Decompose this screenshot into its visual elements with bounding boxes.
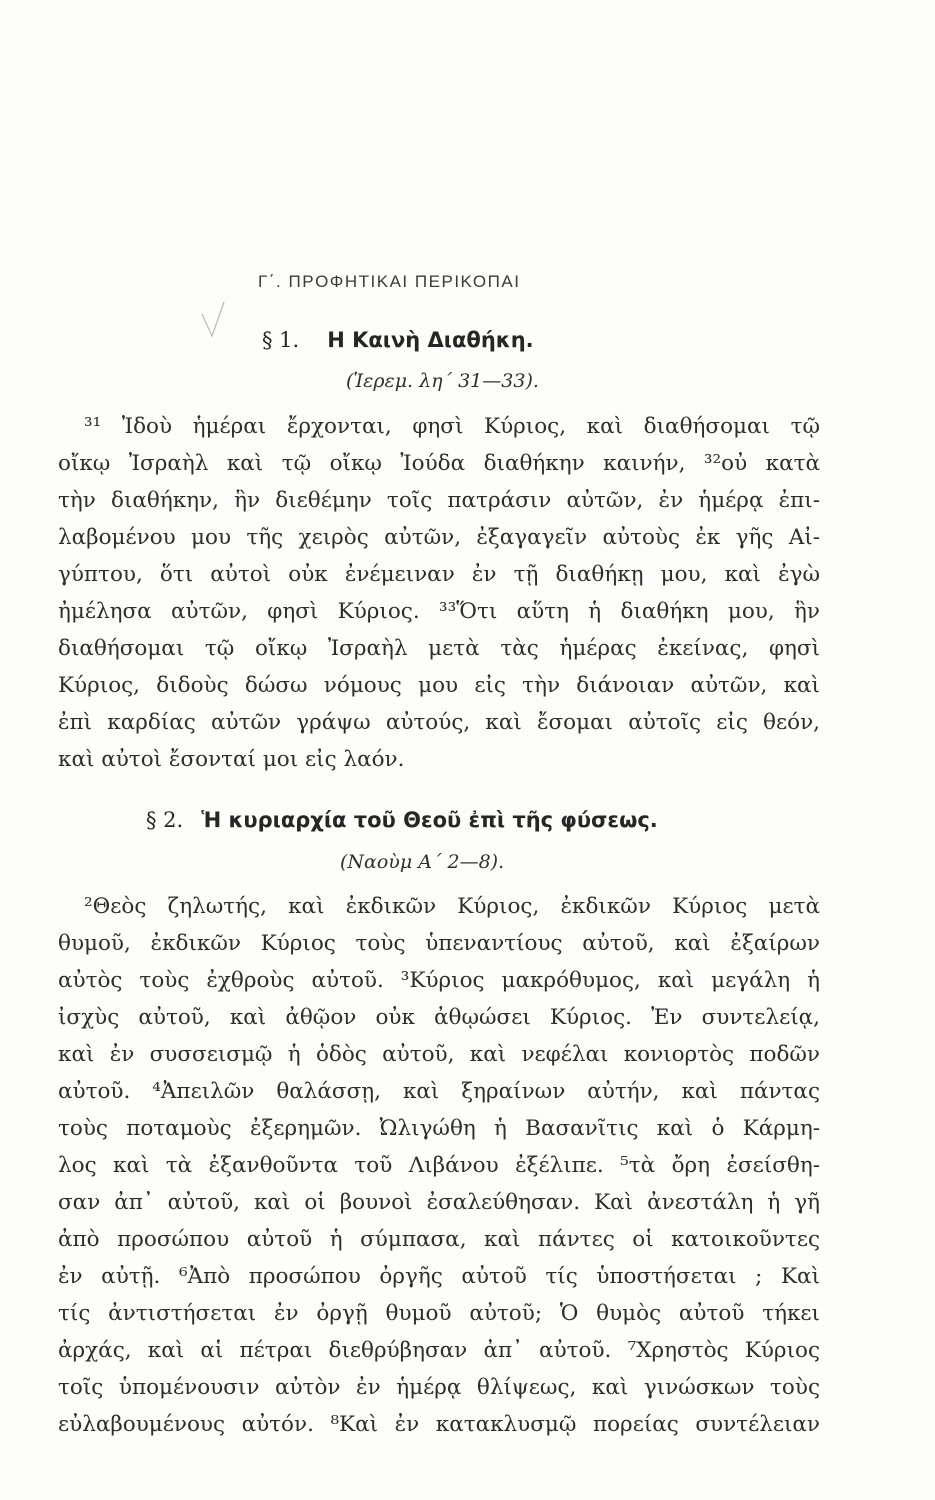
text-line: γύπτου, ὅτι αὐτοὶ οὐκ ἐνέμειναν ἐν τῇ διαθήκῃ μου, καὶ ἐγὼ xyxy=(58,562,820,587)
text-line: διαθήσομαι τῷ οἴκῳ Ἰσραὴλ μετὰ τὰς ἡμέρας ἐκείνας, φησὶ xyxy=(58,636,820,661)
text-line: σαν ἀπ᾿ αὐτοῦ, καὶ οἱ βουνοὶ ἐσαλεύθησαν. Καὶ ἀνεστάλη ἡ γῆ xyxy=(58,1190,820,1215)
text-line: εὐλαβουμένους αὐτόν. ⁸Καὶ ἐν κατακλυσμῷ πορείας συντέλειαν xyxy=(58,1412,820,1437)
section-2-title xyxy=(146,808,658,832)
text-line: ἀπὸ προσώπου αὐτοῦ ἡ σύμπασα, καὶ πάντες οἱ κατοικοῦντες xyxy=(58,1227,820,1252)
text-line: ἀρχάς, καὶ αἱ πέτραι διεθρύβησαν ἀπ᾿ αὐτοῦ. ⁷Χρηστὸς Κύριος xyxy=(58,1338,820,1363)
text-line: τοῖς ὑπομένουσιν αὐτὸν ἐν ἡμέρᾳ θλίψεως, καὶ γινώσκων τοὺς xyxy=(58,1375,820,1400)
text-line: οἴκῳ Ἰσραὴλ καὶ τῷ οἴκῳ Ἰούδα διαθήκην καινήν, ³²οὐ κατὰ xyxy=(58,451,820,476)
section-1-number: § 1. xyxy=(262,328,300,352)
text-line: λαβομένου μου τῆς χειρὸς αὐτῶν, ἐξαγαγεῖν αὐτοὺς ἐκ γῆς Αἰ- xyxy=(58,525,820,550)
text-line: αὐτοῦ. ⁴Ἀπειλῶν θαλάσσῃ, καὶ ξηραίνων αὐτήν, καὶ πάντας xyxy=(58,1079,820,1104)
section-2-reference: (Ναοὺμ Α΄ 2—8). xyxy=(340,851,505,873)
text-line: ²Θεὸς ζηλωτής, καὶ ἐκδικῶν Κύριος, ἐκδικῶν Κύριος μετὰ xyxy=(84,894,820,919)
text-line: λος καὶ τὰ ἐξανθοῦντα τοῦ Λιβάνου ἐξέλιπε. ⁵τὰ ὄρη ἐσείσθη- xyxy=(58,1153,820,1178)
text-line: τίς ἀντιστήσεται ἐν ὀργῇ θυμοῦ αὐτοῦ; Ὁ θυμὸς αὐτοῦ τήκει xyxy=(58,1301,820,1326)
section-1-reference: (Ἱερεμ. λη΄ 31—33). xyxy=(346,370,539,392)
text-line: ἰσχὺς αὐτοῦ, καὶ ἀθῷον οὐκ ἀθῳώσει Κύριος. Ἐν συντελείᾳ, xyxy=(58,1005,820,1030)
pencil-checkmark-icon xyxy=(200,300,226,340)
text-line: αὐτὸς τοὺς ἐχθροὺς αὐτοῦ. ³Κύριος μακρόθυμος, καὶ μεγάλη ἡ xyxy=(58,968,820,993)
text-line: τὴν διαθήκην, ἣν διεθέμην τοῖς πατράσιν αὐτῶν, ἐν ἡμέρᾳ ἐπι- xyxy=(58,488,820,513)
section-2-number: § 2. xyxy=(146,808,184,832)
text-line: καὶ αὐτοὶ ἔσονταί μοι εἰς λαόν. xyxy=(58,747,405,772)
text-line: Κύριος, διδοὺς δώσω νόμους μου εἰς τὴν διάνοιαν αὐτῶν, καὶ xyxy=(58,673,820,698)
text-line: ἠμέλησα αὐτῶν, φησὶ Κύριος. ³³Ὅτι αὕτη ἡ διαθήκη μου, ἣν xyxy=(58,599,820,624)
section-1-title xyxy=(262,328,534,352)
text-line: τοὺς ποταμοὺς ἐξερημῶν. Ὠλιγώθη ἡ Βασανῖτις καὶ ὁ Κάρμη- xyxy=(58,1116,820,1141)
section-2-heading: Ἡ κυριαρχία τοῦ Θεοῦ ἐπὶ τῆς φύσεως. xyxy=(201,808,658,832)
text-line: ³¹ Ἰδοὺ ἡμέραι ἔρχονται, φησὶ Κύριος, καὶ διαθήσομαι τῷ xyxy=(84,414,820,439)
text-line: θυμοῦ, ἐκδικῶν Κύριος τοὺς ὑπεναντίους αὐτοῦ, καὶ ἐξαίρων xyxy=(58,931,820,956)
text-line: ἐν αὐτῇ. ⁶Ἀπὸ προσώπου ὀργῆς αὐτοῦ τίς ὑποστήσεται ; Καὶ xyxy=(58,1264,820,1289)
section-1-heading: Η Καινὴ Διαθήκη. xyxy=(327,328,534,352)
text-line: καὶ ἐν συσσεισμῷ ἡ ὁδὸς αὐτοῦ, καὶ νεφέλαι κονιορτὸς ποδῶν xyxy=(58,1042,820,1067)
text-line: ἐπὶ καρδίας αὐτῶν γράψω αὐτούς, καὶ ἔσομαι αὐτοῖς εἰς θεόν, xyxy=(58,710,820,735)
chapter-heading: Γ΄. ΠΡΟΦΗΤΙΚΑΙ ΠΕΡΙΚΟΠΑΙ xyxy=(258,272,521,291)
